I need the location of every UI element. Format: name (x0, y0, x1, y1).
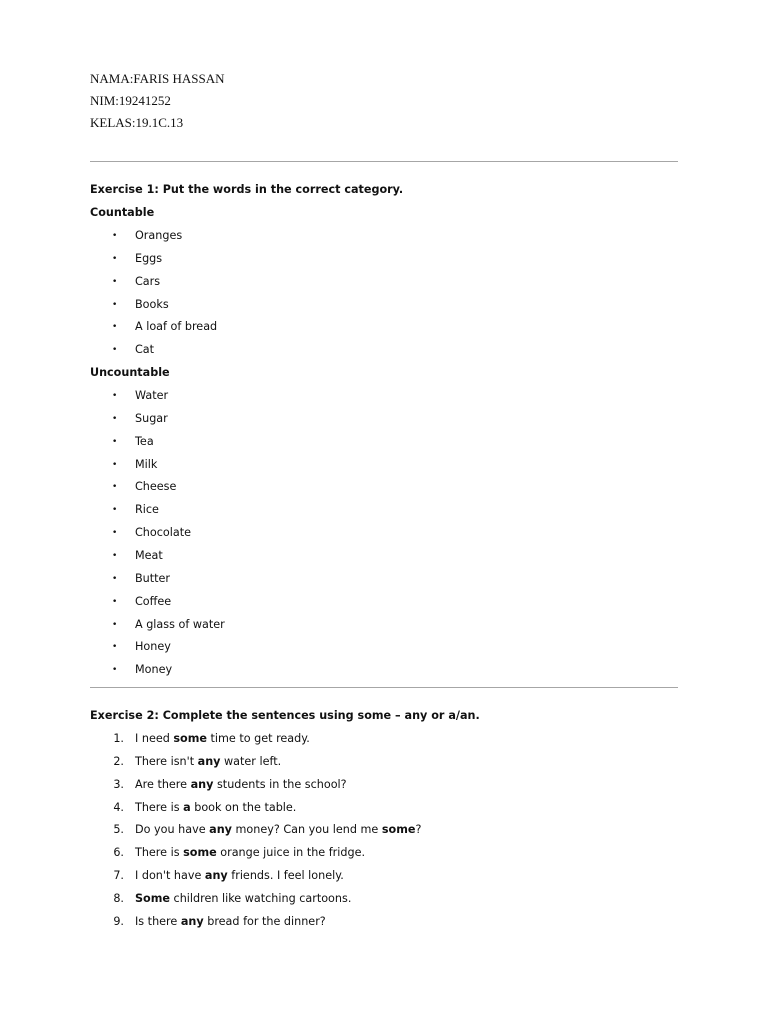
bullet-marker: • (112, 665, 118, 676)
list-item: Cars (135, 274, 161, 288)
exercise1-title: Exercise 1: Put the words in the correct category. (90, 183, 404, 196)
sentence (135, 915, 326, 928)
answer-word: some (173, 732, 207, 745)
list-item: Cat (135, 343, 155, 357)
sentence-text: book on the table. (190, 800, 297, 814)
sentence-text: water left. (220, 754, 282, 768)
divider (90, 161, 678, 162)
sentence-text: Is there (135, 914, 181, 928)
answer-word: Some (135, 891, 170, 905)
bullet-marker: • (112, 391, 118, 401)
sentence-text: There isn't (135, 754, 198, 768)
bullet-marker: • (112, 550, 118, 561)
sentence-number: 2. (113, 754, 124, 768)
student-name: NAMA:FARIS HASSAN (90, 71, 225, 86)
bullet-marker: • (112, 459, 118, 470)
sentence-number: 9. (113, 914, 124, 928)
bullet-marker: • (112, 505, 118, 516)
bullet-marker: • (112, 642, 118, 653)
sentence-text: friends. I feel lonely. (227, 869, 344, 883)
list-item: Water (135, 389, 169, 402)
bullet-marker: • (112, 345, 118, 356)
bullet-marker: • (112, 299, 118, 310)
list-item: Oranges (135, 229, 183, 242)
answer-word: any (197, 754, 221, 768)
answer-word: some (183, 846, 217, 860)
student-nim: NIM:19241252 (90, 93, 171, 108)
list-item: Tea (135, 434, 154, 448)
answer-word: any (209, 823, 232, 837)
list-item: Rice (135, 503, 159, 517)
sentence-text: ? (415, 823, 422, 837)
sentence (135, 801, 296, 814)
sentence-number: 8. (113, 891, 124, 905)
sentence-text: I don't have (135, 869, 205, 883)
bullet-marker: • (112, 482, 118, 493)
sentence-text: money? Can you lend me (231, 823, 382, 837)
list-item: Chocolate (135, 526, 191, 540)
sentence (135, 869, 344, 882)
bullet-marker: • (112, 436, 118, 447)
answer-word: any (180, 914, 204, 928)
answer-word: a (183, 800, 191, 814)
list-item: Milk (135, 457, 158, 471)
list-item: A loaf of bread (135, 320, 218, 334)
countable-heading: Countable (90, 206, 155, 219)
list-item: Money (135, 663, 173, 677)
answer-word: any (204, 869, 228, 883)
sentence-text: children like watching cartoons. (170, 891, 352, 905)
bullet-marker: • (112, 276, 118, 287)
sentence-text: students in the school? (213, 777, 347, 791)
sentence (135, 732, 310, 745)
list-item: Eggs (135, 251, 163, 265)
list-item: Meat (135, 548, 163, 562)
student-class: KELAS:19.1C.13 (90, 115, 184, 130)
bullet-marker: • (112, 413, 118, 424)
exercise2-title: Exercise 2: Complete the sentences using some – any or a/an. (90, 709, 480, 722)
list-item: A glass of water (135, 617, 225, 631)
bullet-marker: • (112, 231, 118, 241)
sentence-number: 4. (113, 800, 124, 814)
bullet-marker: • (112, 253, 118, 264)
sentence-text: Do you have (135, 823, 210, 837)
sentence-number: 7. (113, 869, 124, 883)
sentence-text: I need (135, 732, 174, 745)
sentence (135, 892, 351, 905)
list-item: Butter (135, 571, 171, 585)
list-item: Coffee (135, 594, 172, 608)
sentence (135, 778, 347, 791)
sentence-number: 1. (113, 732, 124, 745)
sentence-text: bread for the dinner? (203, 914, 326, 928)
bullet-marker: • (112, 322, 118, 333)
divider (90, 687, 678, 688)
sentence-number: 3. (113, 777, 124, 791)
answer-word: any (190, 777, 214, 791)
bullet-marker: • (112, 596, 118, 607)
uncountable-heading: Uncountable (90, 366, 170, 379)
sentence-number: 5. (113, 823, 124, 837)
bullet-marker: • (112, 573, 118, 584)
sentence (135, 823, 421, 836)
list-item: Books (135, 297, 169, 311)
sentence-text: There is (135, 846, 184, 860)
sentence-text: orange juice in the fridge. (216, 846, 366, 860)
sentence-text: Are there (135, 777, 191, 791)
list-item: Honey (135, 640, 171, 654)
sentence-text: There is (135, 800, 184, 814)
list-item: Sugar (135, 411, 168, 425)
sentence (135, 846, 365, 859)
answer-word: some (381, 823, 416, 837)
bullet-marker: • (112, 619, 118, 630)
list-item: Cheese (135, 480, 177, 494)
bullet-marker: • (112, 528, 118, 539)
sentence-text: time to get ready. (206, 732, 310, 745)
sentence-number: 6. (113, 846, 124, 860)
sentence (135, 755, 281, 768)
